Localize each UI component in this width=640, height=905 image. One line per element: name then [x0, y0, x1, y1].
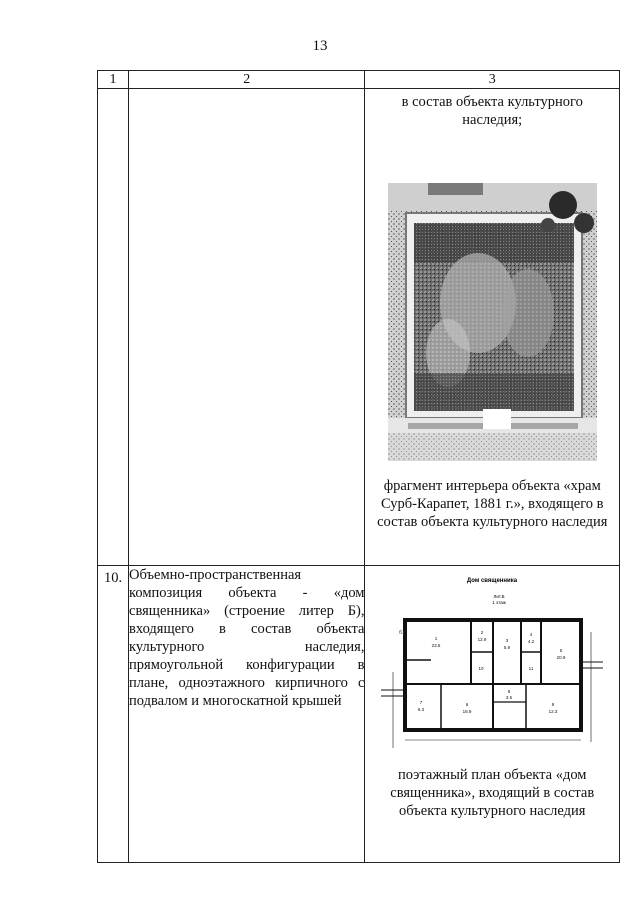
plan-room-area: 4.2 — [528, 639, 535, 644]
description-cell — [129, 89, 365, 566]
caption-continuation: в состав объекта культурного наследия; — [401, 94, 583, 128]
image-cell — [365, 566, 620, 863]
description-cell: Объемно-пространственная композиция объекта - «дом священника» (строение литер Б), входящего в состав объекта культурного наследия, прямоугольной конфигурации в плане, одноэтажного кирпичного с подвалом и многоскатной крышей — [129, 566, 365, 863]
header-cell-3: 3 — [365, 71, 620, 89]
image-cell — [365, 89, 620, 566]
row-number-cell — [98, 89, 129, 566]
page-number: 13 — [312, 38, 328, 54]
plan-room-number: 8 — [507, 689, 511, 694]
plan-room-number: 9 — [551, 702, 555, 707]
plan-marker: б1 — [399, 630, 405, 636]
plan-caption: поэтажный план объекта «дом священника», входящий в состав объекта культурного наследия — [390, 767, 595, 819]
photo-caption: фрагмент интерьера объекта «храм Сурб-Карапет, 1881 г.», входящего в состав объекта культурного наследия — [377, 478, 608, 530]
row-number-cell: 10. — [98, 566, 129, 863]
plan-room-number: 4 — [529, 632, 533, 637]
plan-room-number: 5 — [559, 648, 563, 653]
plan-room-number: 3 — [505, 638, 509, 643]
header-cell-1: 1 — [98, 71, 129, 89]
plan-room-area: 3.5 — [506, 695, 513, 700]
plan-title: Дом священника — [467, 578, 518, 584]
table-header-row — [98, 71, 620, 89]
plan-room-area: 12.3 — [548, 709, 558, 714]
plan-subtitle: Лит.Б — [493, 594, 505, 599]
document-table — [97, 70, 620, 863]
header-cell-2: 2 — [129, 71, 365, 89]
plan-room-area: 23.5 — [431, 643, 441, 648]
plan-room-number: 1 — [434, 636, 438, 641]
plan-room-number: 11 — [528, 666, 534, 671]
plan-room-area: 6.3 — [418, 707, 425, 712]
plan-room-number: 6 — [465, 702, 469, 707]
table-row — [98, 566, 620, 863]
interior-photo — [388, 183, 597, 461]
plan-subtitle: 1 этаж — [492, 600, 506, 605]
plan-room-area: 20.9 — [556, 655, 566, 660]
plan-room-area: 5.9 — [504, 645, 511, 650]
table-row — [98, 89, 620, 566]
plan-room-number: 7 — [419, 700, 423, 705]
plan-room-area: 12.9 — [477, 637, 487, 642]
floor-plan — [381, 572, 603, 748]
plan-room-number: 2 — [480, 630, 484, 635]
plan-room-area: 18.9 — [462, 709, 472, 714]
plan-room-number: 10 — [478, 666, 484, 671]
